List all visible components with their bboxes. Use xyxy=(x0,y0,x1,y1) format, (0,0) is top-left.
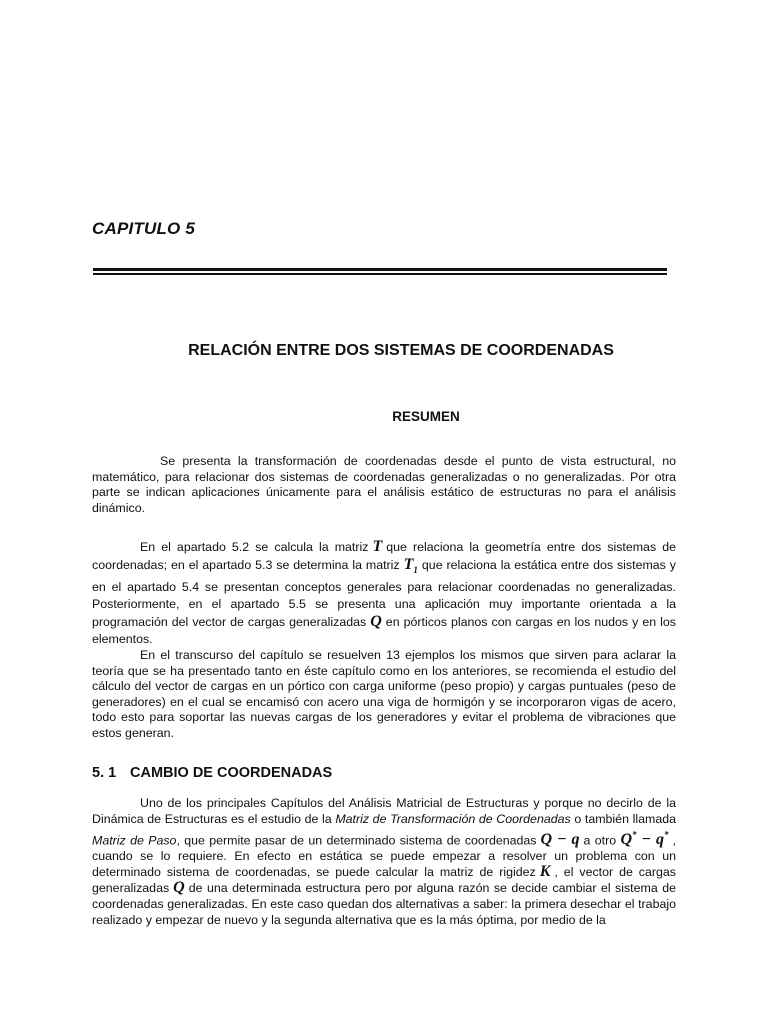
matrix-symbol: T xyxy=(372,538,383,555)
abstract-paragraph-2: En el apartado 5.2 se calcula la matriz T que relaciona la geometría entre dos sistemas de coordenadas; en el apartado 5.3 se determina la matriz $T_1$ que relaciona la estática entre dos sistemas y en el apartado 5.4 se presentan conceptos generales para relacionar coordenadas no generalizadas. Posteriormente, en el apartado 5.5 se presenta una aplicación muy importante orientada a la programación del vector de cargas generalizadas Q en pórticos planos con cargas en los nudos y en los elementos. xyxy=(92,538,676,647)
stiffness-symbol: K xyxy=(539,863,551,881)
section-paragraph-1: Uno de los principales Capítulos del Análisis Matricial de Estructuras y porque no decirlo de la Dinámica de Estructuras es el estudio de la Matriz de Transformación de Coordenadas o también llamada Matriz de Paso, que permite pasar de un determinado sistema de coordenadas Q − q a otro Q* − q* , cuando se lo requiere. En efecto en estática se puede empezar a resolver un problema con un determinado sistema de coordenadas, se puede calcular la matriz de rigidez K , el vector de cargas generalizadas Q de una determinada estructura pero por alguna razón se decide cambiar el sistema de coordenadas generalizadas. En este caso quedan dos alternativas a saber: la primera desechar el trabajo realizado y empezar de nuevo y la segunda alternativa que es la más óptima, por medio de la xyxy=(92,796,676,928)
paragraph-text: Se presenta la transformación de coordenadas desde el punto de vista estructural, no matemático, para relacionar dos sistemas de coordenadas generalizadas o no generalizadas. Por otra parte se indican aplicaciones únicamente para el análisis estático de estructuras no para el análisis dinámico. xyxy=(92,454,676,515)
coordinate-symbol: Q* − q* xyxy=(620,830,669,849)
abstract-heading: RESUMEN xyxy=(392,409,460,424)
vector-symbol: Q xyxy=(370,613,382,631)
vector-symbol: Q xyxy=(173,879,185,897)
section-number: 5. 1 xyxy=(92,765,117,781)
chapter-title: RELACIÓN ENTRE DOS SISTEMAS DE COORDENADAS xyxy=(188,342,614,359)
section-title: CAMBIO DE COORDENADAS xyxy=(130,765,333,781)
matrix-symbol: $T_1$ xyxy=(403,556,418,576)
section-heading xyxy=(92,765,332,781)
chapter-rule-thick xyxy=(93,268,667,271)
abstract-paragraph-1 xyxy=(92,454,676,516)
italic-term: Matriz de Transformación de Coordenadas xyxy=(335,812,571,826)
coordinate-symbol: Q − q xyxy=(540,831,580,849)
abstract-paragraph-3 xyxy=(92,648,676,742)
chapter-heading: CAPITULO 5 xyxy=(92,219,196,238)
italic-term: Matriz de Paso xyxy=(92,833,177,848)
paragraph-text: En el transcurso del capítulo se resuelven 13 ejemplos los mismos que sirven para aclarar la teoría que se ha presentado tanto en éste capítulo como en los anteriores, se recomienda el estudio del cálculo del vector de cargas en un pórtico con carga uniforme (peso propio) y cargas puntuales (peso de generadores) en el cual se encamisó con acero una viga de hormigón y se incorporaron vigas de acero, todo esto para soportar las nuevas cargas de los generadores y evitar el problema de vibraciones que estos generan. xyxy=(92,648,676,740)
chapter-rule-thin xyxy=(93,273,667,275)
